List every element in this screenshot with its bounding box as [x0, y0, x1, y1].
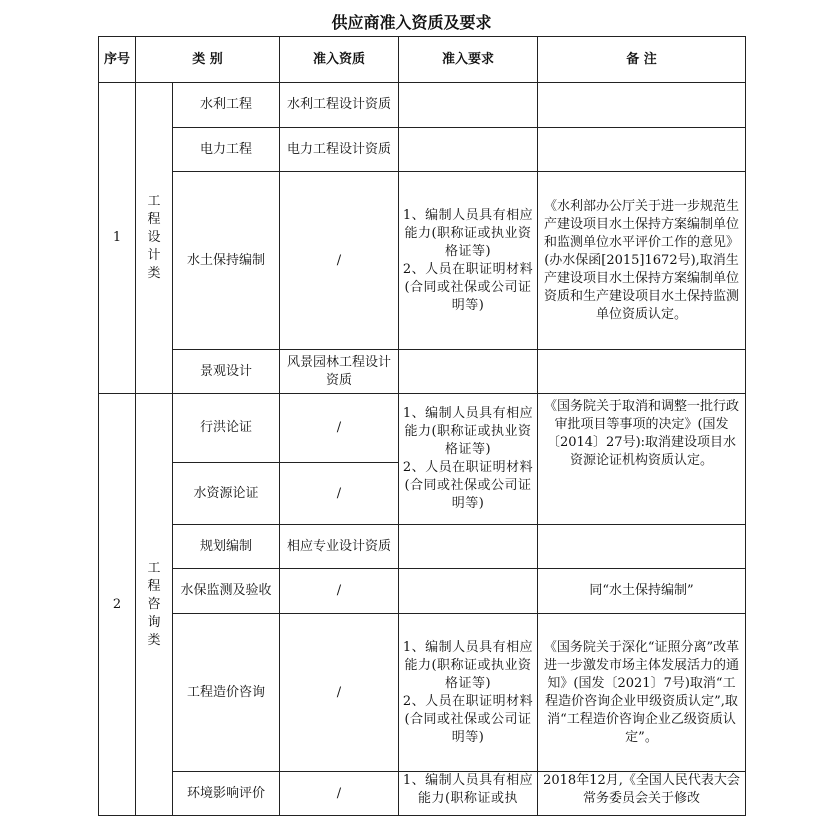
item-qualification: /: [280, 772, 399, 816]
item-name: 行洪论证: [173, 394, 280, 463]
header-note: 备 注: [538, 37, 746, 83]
table-row: [99, 394, 746, 463]
item-requirement: 1、编制人员具有相应能力(职称证或执业资格证等) 2、人员在职证明材料(合同或社保或公司证明等): [399, 614, 538, 772]
item-note: 同“水土保持编制”: [538, 569, 746, 614]
table-row: [99, 172, 746, 350]
header-seq: 序号: [99, 37, 136, 83]
item-requirement: 1、编制人员具有相应能力(职称证或执: [399, 772, 538, 816]
item-note: 《国务院关于取消和调整一批行政审批项目等事项的决定》(国发〔2014〕27号):取消建设项目水资源论证机构资质认定。: [538, 394, 746, 525]
item-requirement: [399, 350, 538, 394]
item-note: 2018年12月,《全国人民代表大会常务委员会关于修改: [538, 772, 746, 816]
table-row: [99, 569, 746, 614]
category-cell-consulting: 工 程 咨 询 类: [136, 394, 173, 816]
item-name: 水保监测及验收: [173, 569, 280, 614]
table-row: [99, 772, 746, 816]
item-qualification: /: [280, 394, 399, 463]
item-requirement: [399, 128, 538, 172]
item-requirement: 1、编制人员具有相应能力(职称证或执业资格证等) 2、人员在职证明材料(合同或社保或公司证明等): [399, 394, 538, 525]
seq-cell: 1: [99, 83, 136, 394]
header-row: [99, 37, 746, 83]
item-note: [538, 83, 746, 128]
item-requirement: [399, 525, 538, 569]
item-qualification: 风景园林工程设计资质: [280, 350, 399, 394]
header-category: 类 别: [136, 37, 280, 83]
item-name: 环境影响评价: [173, 772, 280, 816]
item-name: 水土保持编制: [173, 172, 280, 350]
header-qualification: 准入资质: [280, 37, 399, 83]
item-qualification: /: [280, 463, 399, 525]
table-row: [99, 83, 746, 128]
seq-cell: 2: [99, 394, 136, 816]
table-row: [99, 128, 746, 172]
item-qualification: 电力工程设计资质: [280, 128, 399, 172]
item-note: 《国务院关于深化“证照分离”改革 进一步激发市场主体发展活力的通知》(国发〔2021〕7号)取消“工程造价咨询企业甲级资质认定”,取消“工程造价咨询企业乙级资质认定”。: [538, 614, 746, 772]
table-row: [99, 525, 746, 569]
item-name: 工程造价咨询: [173, 614, 280, 772]
item-qualification: 水利工程设计资质: [280, 83, 399, 128]
item-qualification: /: [280, 172, 399, 350]
item-requirement: [399, 83, 538, 128]
item-requirement: [399, 569, 538, 614]
item-qualification: /: [280, 569, 399, 614]
item-name: 景观设计: [173, 350, 280, 394]
header-requirement: 准入要求: [399, 37, 538, 83]
item-note: [538, 525, 746, 569]
category-cell-design: 工 程 设 计 类: [136, 83, 173, 394]
item-name: 水资源论证: [173, 463, 280, 525]
item-qualification: 相应专业设计资质: [280, 525, 399, 569]
item-name: 水利工程: [173, 83, 280, 128]
table-row: [99, 350, 746, 394]
item-name: 电力工程: [173, 128, 280, 172]
item-requirement: 1、编制人员具有相应能力(职称证或执业资格证等) 2、人员在职证明材料(合同或社保或公司证明等): [399, 172, 538, 350]
supplier-qualification-table: [98, 36, 746, 816]
item-note: 《水利部办公厅关于进一步规范生产建设项目水土保持方案编制单位和监测单位水平评价工作的意见》(办水保函[2015]1672号),取消生产建设项目水土保持方案编制单位资质和生产建设项目水土保持监测单位资质认定。: [538, 172, 746, 350]
item-qualification: /: [280, 614, 399, 772]
table-row: [99, 614, 746, 772]
document-title: 供应商准入资质及要求: [331, 13, 492, 32]
item-note: [538, 128, 746, 172]
item-note: [538, 350, 746, 394]
item-name: 规划编制: [173, 525, 280, 569]
